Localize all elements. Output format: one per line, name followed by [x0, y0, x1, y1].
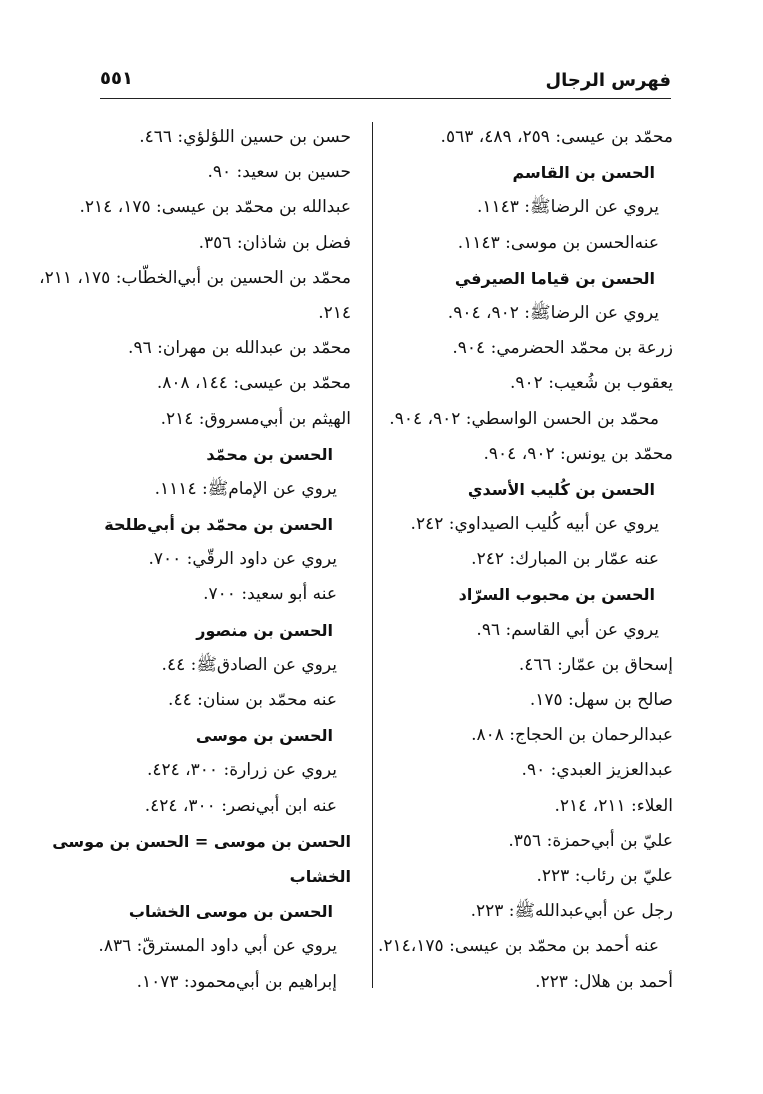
index-entry: إسحاق بن عمّار: ٤٦٦.	[518, 654, 673, 675]
index-entry: عنه عمّار بن المبارك: ٢٤٢.	[471, 549, 659, 570]
index-heading: الحسن بن كُليب الأسدي	[467, 479, 655, 499]
index-column-left	[39, 120, 351, 1000]
index-entry: يروي عن أبي القاسم: ٩٦.	[476, 619, 659, 640]
index-entry: عنه أحمد بن محمّد بن عيسى: ٢١٤،١٧٥.	[378, 936, 659, 957]
index-heading: الحسن بن موسى الخشاب	[128, 902, 333, 922]
index-entry: حسن بن حسين اللؤلؤي: ٤٦٦.	[139, 127, 351, 147]
index-entry: يروي عن الصادقﷺ: ٤٤.	[161, 654, 337, 675]
page-number: ٥٥١	[100, 68, 133, 89]
index-entry: رجل عن أبي‌عبداللهﷺ: ٢٢٣.	[470, 901, 673, 922]
index-entry: صالح بن سهل: ١٧٥.	[529, 690, 673, 710]
index-heading: الحسن بن منصور	[196, 620, 333, 640]
index-entry: أحمد بن هلال: ٢٢٣.	[535, 971, 673, 992]
index-heading: الحسن بن محمّد	[206, 444, 333, 464]
index-entry: عبدالرحمان بن الحجاج: ٨٠٨.	[471, 725, 673, 746]
index-entry: عنه ابن أبي‌نصر: ٣٠٠، ٤٢٤.	[144, 795, 337, 816]
index-entry: يروي عن الرضاﷺ: ١١٤٣.	[476, 197, 659, 218]
index-entry: الحسن بن موسى = الحسن بن موسى	[52, 831, 351, 851]
index-entry: محمّد بن عبدالله بن مهران: ٩٦.	[128, 338, 351, 359]
index-entry: يروي عن داود الرقّي: ٧٠٠.	[148, 549, 337, 570]
index-heading: الخشاب	[289, 866, 351, 886]
index-heading: الحسن بن محمّد بن أبي‌طلحة	[104, 515, 333, 535]
index-entry: عليّ بن أبي‌حمزة: ٣٥٦.	[508, 830, 673, 851]
index-entry: حسين بن سعيد: ٩٠.	[207, 162, 351, 183]
index-entry: زرعة بن محمّد الحضرمي: ٩٠٤.	[452, 338, 673, 359]
index-column-right	[378, 120, 673, 1000]
index-entry: محمّد بن يونس: ٩٠٢، ٩٠٤.	[483, 443, 673, 464]
index-entry: محمّد بن الحسين بن أبي‌الخطّاب: ١٧٥، ٢١١،	[39, 267, 351, 288]
index-entry: عنه أبو سعيد: ٧٠٠.	[203, 584, 337, 605]
header-rule	[100, 98, 671, 99]
index-entry: يروي عن أبيه كُليب الصيداوي: ٢٤٢.	[410, 514, 659, 535]
index-entry: يعقوب بن شُعيب: ٩٠٢.	[509, 373, 673, 394]
index-entry: يروي عن الرضاﷺ: ٩٠٢، ٩٠٤.	[447, 302, 659, 323]
index-entry: عنه محمّد بن سنان: ٤٤.	[168, 690, 337, 710]
index-heading: الحسن بن قياما الصيرفي	[454, 268, 655, 288]
index-entry: يروي عن الإمامﷺ: ١١١٤.	[154, 478, 337, 499]
index-heading: الحسن بن القاسم	[512, 163, 655, 183]
index-entry: محمّد بن عيسى: ١٤٤، ٨٠٨.	[156, 373, 351, 394]
index-entry: يروي عن أبي داود المسترقّ: ٨٣٦.	[98, 936, 337, 957]
running-header-title: فهرس الرجال	[545, 70, 671, 91]
index-entry: عليّ بن رئاب: ٢٢٣.	[536, 865, 673, 886]
index-entry: يروي عن زرارة: ٣٠٠، ٤٢٤.	[146, 760, 337, 781]
index-entry: محمّد بن عيسى: ٢٥٩، ٤٨٩، ٥٦٣.	[440, 127, 673, 147]
index-entry: محمّد بن الحسن الواسطي: ٩٠٢، ٩٠٤.	[389, 408, 659, 429]
index-heading: الحسن بن محبوب السرّاد	[458, 585, 655, 605]
index-entry: عنه‌الحسن بن موسى: ١١٤٣.	[457, 232, 659, 253]
index-entry: عبدالله بن محمّد بن عيسى: ١٧٥، ٢١٤.	[79, 197, 351, 218]
index-entry: الهيثم بن أبي‌مسروق: ٢١٤.	[160, 408, 351, 429]
index-entry: فضل بن شاذان: ٣٥٦.	[198, 232, 351, 253]
index-entry: عبدالعزيز العبدي: ٩٠.	[521, 760, 673, 781]
index-entry: ٢١٤.	[318, 302, 351, 323]
index-heading: الحسن بن موسى	[195, 726, 333, 746]
index-entry: العلاء: ٢١١، ٢١٤.	[554, 795, 673, 816]
index-entry: إبراهيم بن أبي‌محمود: ١٠٧٣.	[136, 971, 337, 992]
column-divider	[372, 122, 373, 988]
